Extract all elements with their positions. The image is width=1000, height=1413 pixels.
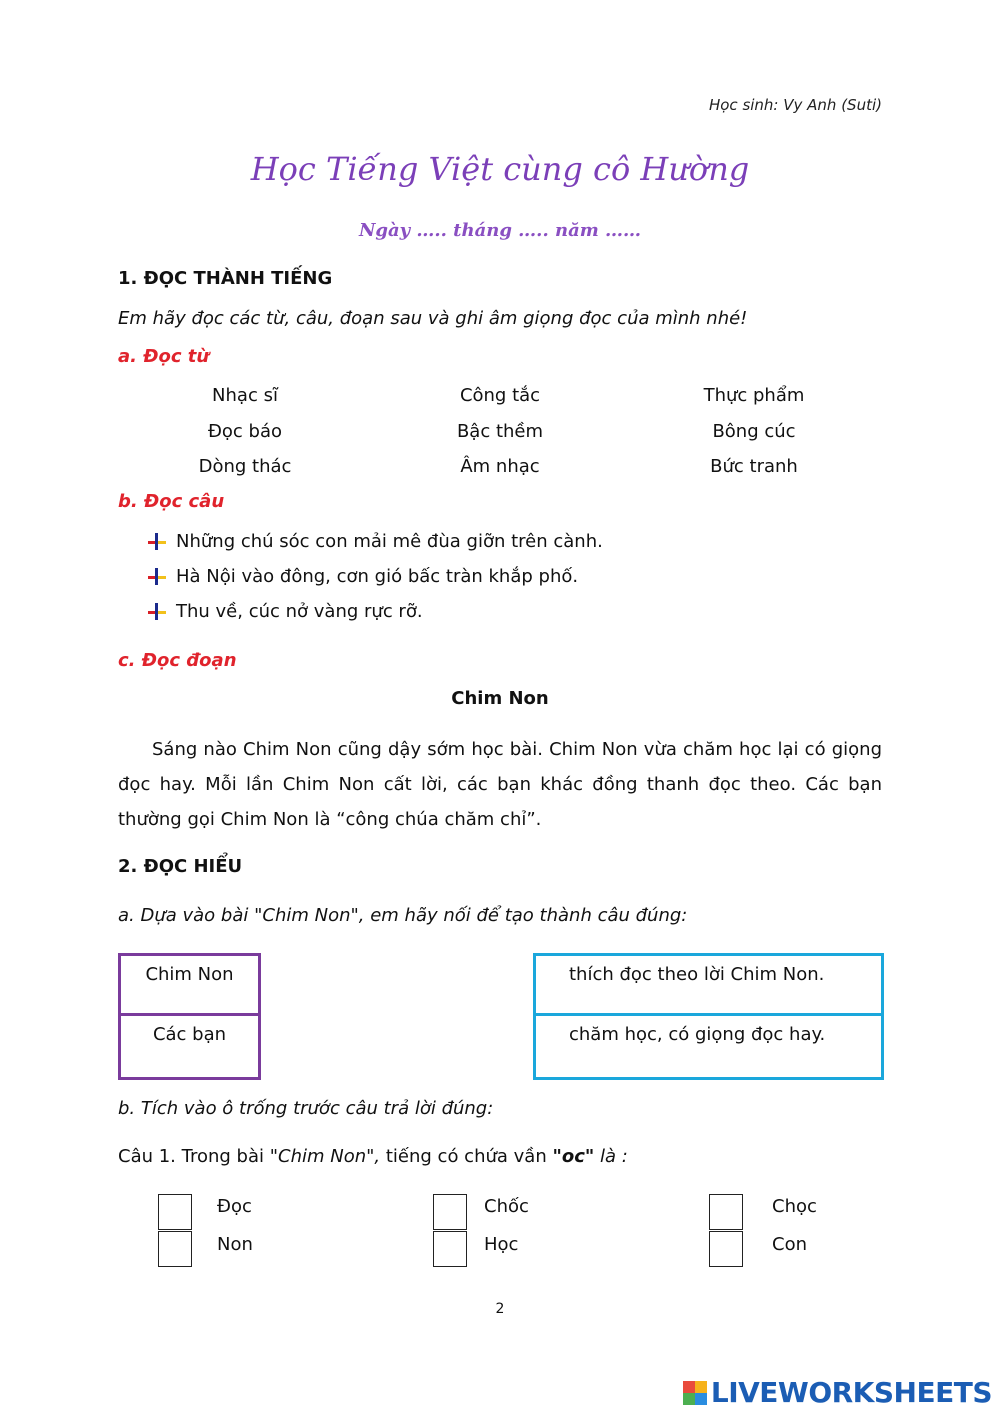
sentence-item <box>146 531 603 552</box>
question-1 <box>118 1146 628 1167</box>
answer-checkbox[interactable] <box>709 1231 743 1267</box>
option-label: Con <box>772 1234 807 1255</box>
match-left-column <box>118 953 261 1080</box>
sentence-text: Hà Nội vào đông, cơn gió bấc tràn khắp phố. <box>176 566 579 587</box>
student-name: Học sinh: Vy Anh (Suti) <box>708 96 882 114</box>
option-label: Đọc <box>217 1196 252 1217</box>
cross-bullet-icon <box>146 533 168 551</box>
tick-instruction: b. Tích vào ô trống trước câu trả lời đúng: <box>118 1098 494 1119</box>
passage-text: Sáng nào Chim Non cũng dậy sớm học bài. Chim Non vừa chăm học lại có giọng đọc hay. Mỗi lần Chim Non cất lời, các bạn khác đồng thanh đọc theo. Các bạn thường gọi Chim Non là “công chúa chăm chỉ”. <box>118 739 882 830</box>
word-item: Nhạc sĩ <box>212 385 278 406</box>
sentence-text: Những chú sóc con mải mê đùa giỡn trên cành. <box>176 531 603 552</box>
word-item: Thực phẩm <box>703 385 805 406</box>
passage-title: Chim Non <box>451 688 549 709</box>
answer-checkbox[interactable] <box>433 1194 467 1230</box>
words-label: a. Đọc từ <box>118 346 210 367</box>
match-right-item[interactable]: chăm học, có giọng đọc hay. <box>569 1024 826 1045</box>
question-rhyme: "oc" <box>552 1146 595 1167</box>
answer-checkbox[interactable] <box>158 1194 192 1230</box>
page-title: Học Tiếng Việt cùng cô Hường <box>250 150 750 188</box>
sentence-item <box>146 566 578 587</box>
page-number: 2 <box>495 1301 505 1317</box>
match-right-item[interactable]: thích đọc theo lời Chim Non. <box>536 956 881 1016</box>
word-item: Đọc báo <box>207 421 283 442</box>
question-suffix: là : <box>594 1146 628 1167</box>
cross-bullet-icon <box>146 568 168 586</box>
question-middle: tiếng có chứa vần <box>380 1146 553 1167</box>
match-right-column <box>533 953 884 1080</box>
option-label: Non <box>217 1234 253 1255</box>
question-title: "Chim Non", <box>269 1146 381 1167</box>
liveworksheets-brand[interactable] <box>683 1376 992 1409</box>
question-prefix: Câu 1. Trong bài <box>118 1146 270 1167</box>
section2-heading: 2. ĐỌC HIỂU <box>118 856 243 877</box>
match-instruction: a. Dựa vào bài "Chim Non", em hãy nối để tạo thành câu đúng: <box>118 905 688 926</box>
word-item: Bức tranh <box>710 456 798 477</box>
word-item: Âm nhạc <box>460 456 540 477</box>
sentences-label: b. Đọc câu <box>118 491 225 512</box>
brand-text: LIVEWORKSHEETS <box>710 1376 992 1409</box>
word-item: Công tắc <box>459 385 541 406</box>
sentence-text: Thu về, cúc nở vàng rực rỡ. <box>176 601 423 622</box>
option-label: Chốc <box>484 1196 529 1217</box>
section1-heading: 1. ĐỌC THÀNH TIẾNG <box>118 268 333 289</box>
match-left-item[interactable]: Các bạn <box>152 1024 227 1045</box>
option-label: Học <box>484 1234 519 1255</box>
word-item: Bậc thềm <box>456 421 544 442</box>
option-label: Chọc <box>772 1196 817 1217</box>
liveworksheets-logo-icon <box>683 1381 707 1405</box>
match-left-item[interactable]: Chim Non <box>121 956 258 1016</box>
answer-checkbox[interactable] <box>433 1231 467 1267</box>
answer-checkbox[interactable] <box>709 1194 743 1230</box>
section1-instruction: Em hãy đọc các từ, câu, đoạn sau và ghi âm giọng đọc của mình nhé! <box>118 308 748 329</box>
date-line: Ngày ….. tháng ….. năm …… <box>358 220 642 241</box>
answer-checkbox[interactable] <box>158 1231 192 1267</box>
word-item: Dòng thác <box>198 456 292 477</box>
sentence-item <box>146 601 423 622</box>
paragraph-label: c. Đọc đoạn <box>118 650 237 671</box>
word-item: Bông cúc <box>712 421 796 442</box>
cross-bullet-icon <box>146 603 168 621</box>
